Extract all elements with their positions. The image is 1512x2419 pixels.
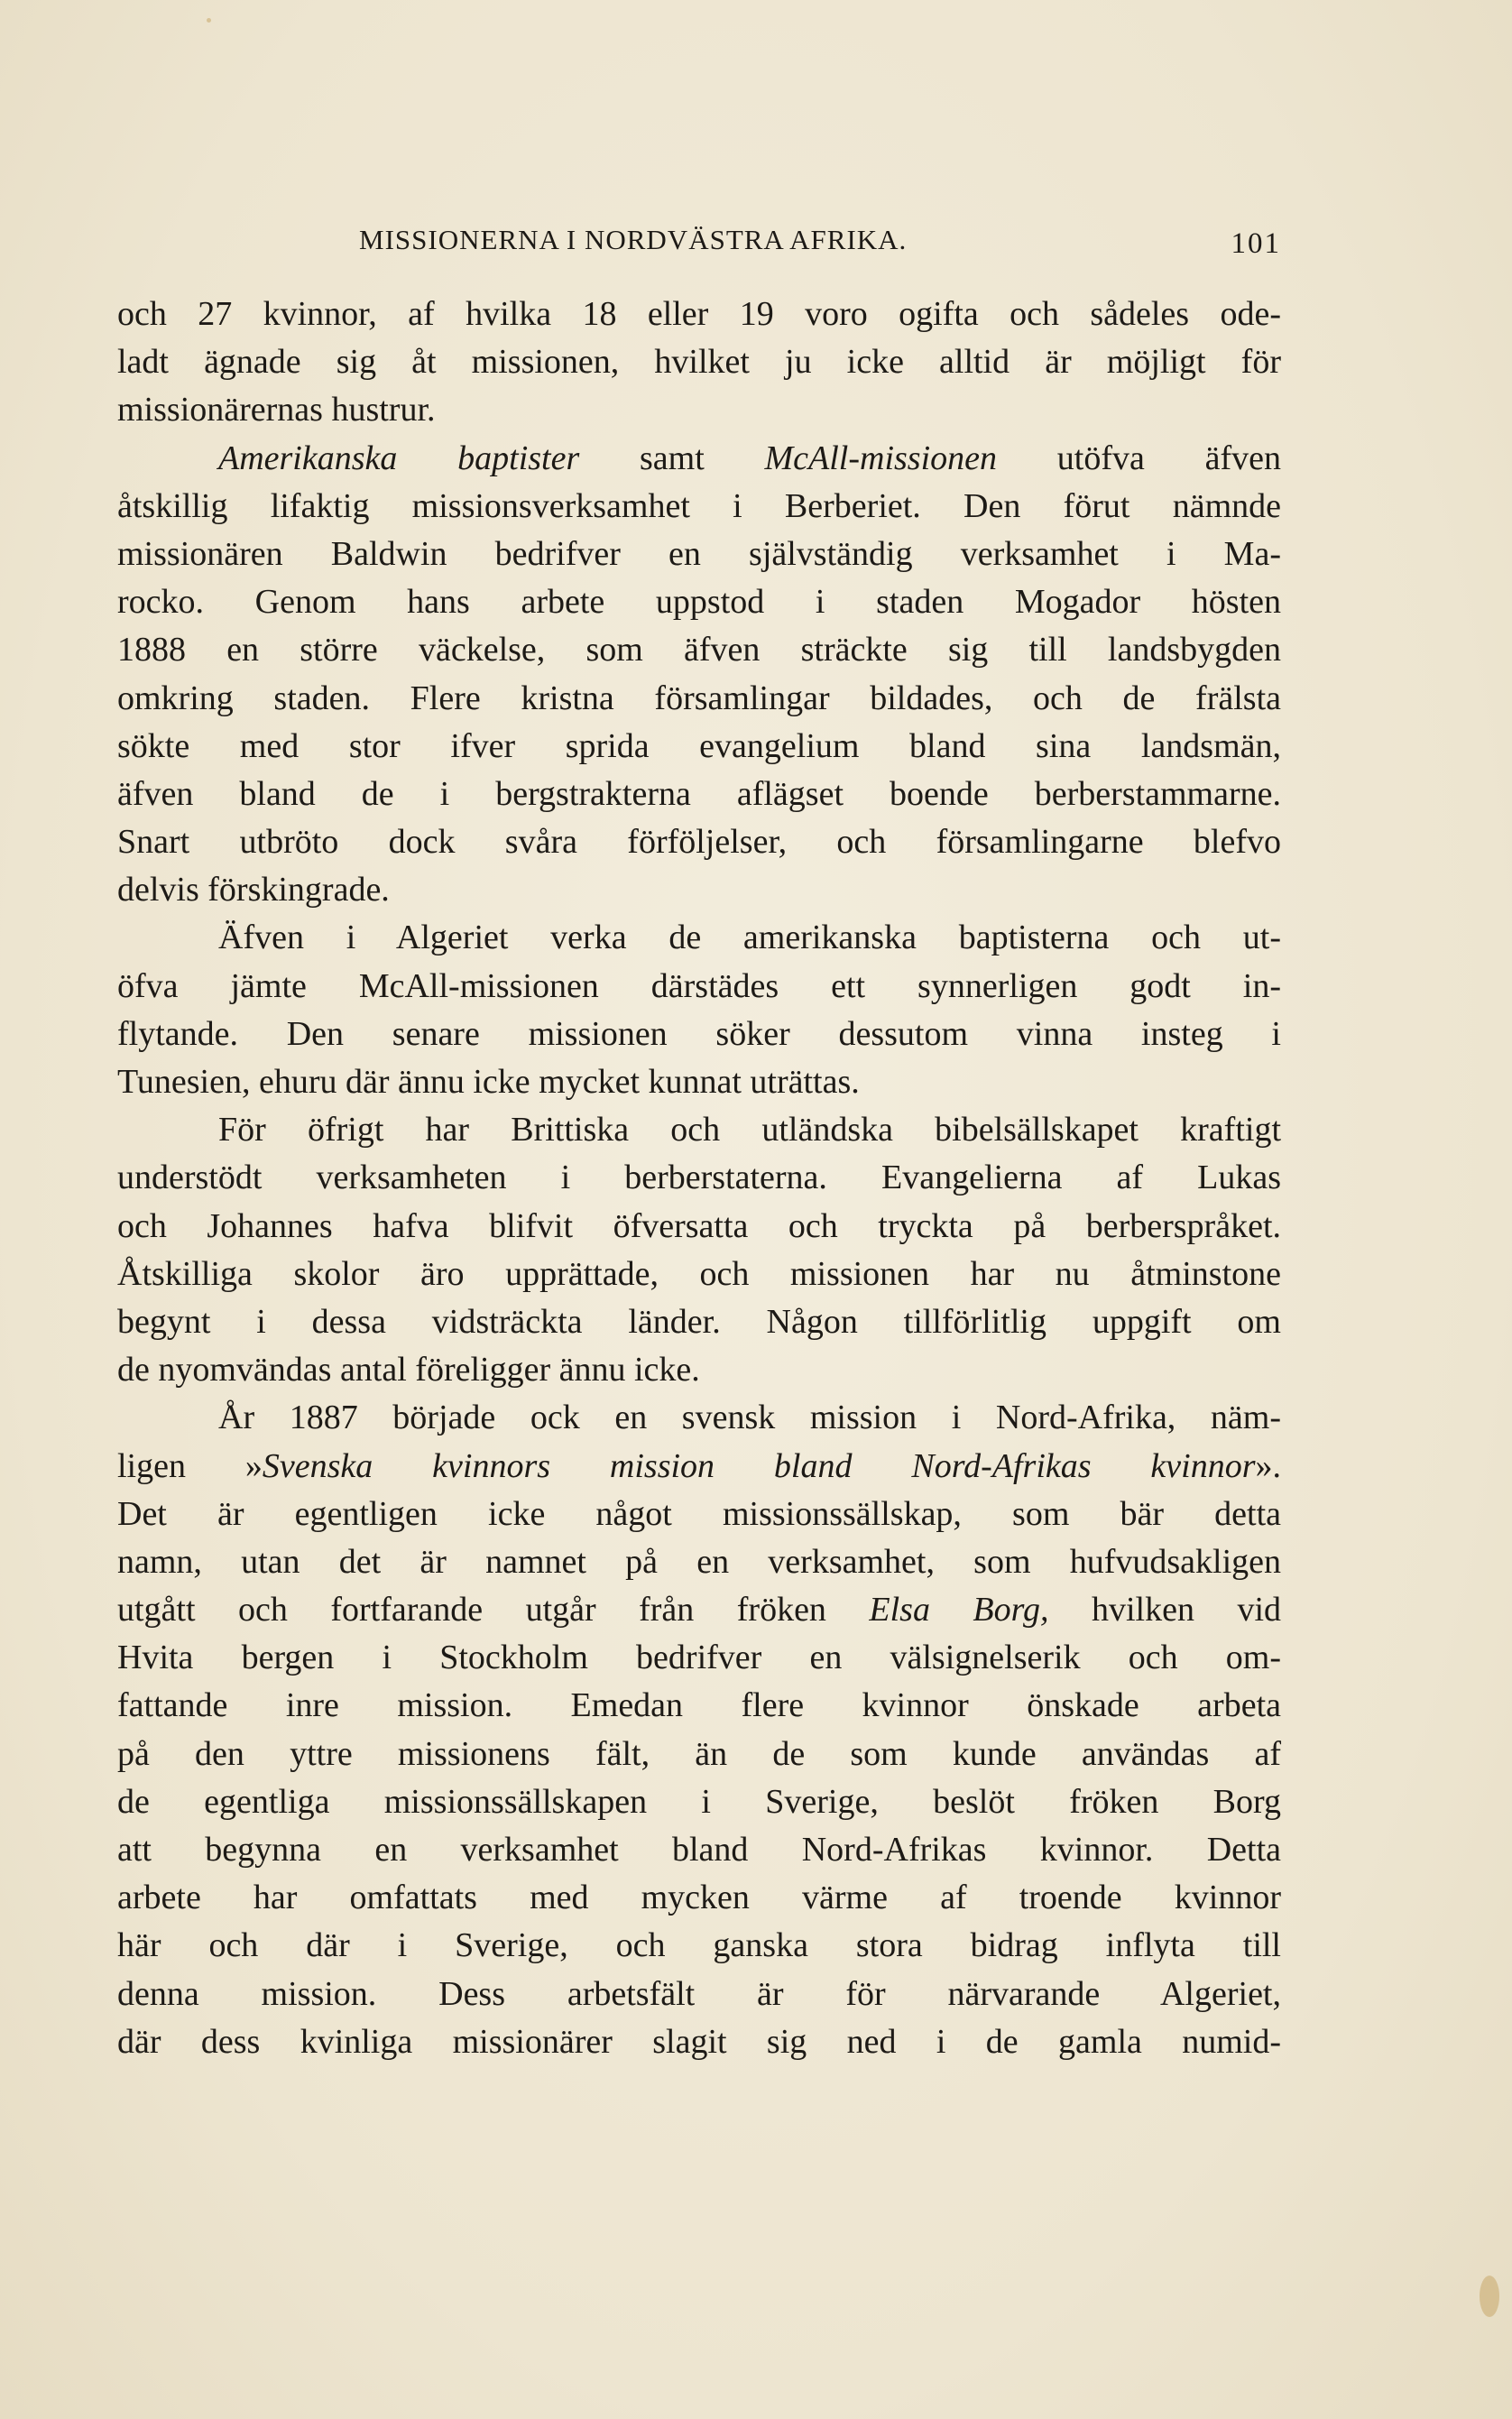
text-line: delvis förskingrade. — [117, 871, 390, 909]
text-line — [117, 1443, 1281, 1491]
italic-term: Svenska kvinnors mission bland Nord-Afrikas kvinnor — [262, 1446, 1256, 1485]
paragraph-start-line: Äfven i Algeriet verka de amerikanska baptisterna och ut- — [218, 919, 1281, 957]
text-fragment: ligen » — [117, 1446, 263, 1485]
text-fragment: ». — [1255, 1446, 1281, 1485]
text-fragment: utöfva äfven — [997, 439, 1281, 477]
text-line: Det är egentligen icke något missionssällskap, som bär detta — [117, 1494, 1281, 1533]
italic-term: Elsa Borg, — [869, 1591, 1049, 1630]
text-line: missionärernas hustrur. — [117, 391, 436, 429]
text-line: här och där i Sverige, och ganska stora bidrag inflyta till — [117, 1926, 1281, 1965]
page-number: 101 — [1231, 227, 1281, 260]
text-line: Tunesien, ehuru där ännu icke mycket kunnat uträttas. — [117, 1063, 860, 1101]
text-fragment: utgått och fortfarande utgår från fröken — [117, 1591, 870, 1630]
text-line: och 27 kvinnor, af hvilka 18 eller 19 voro ogifta och sådeles ode- — [117, 295, 1281, 333]
text-line: namn, utan det är namnet på en verksamhet, som hufvudsakligen — [117, 1542, 1281, 1581]
text-line: missionären Baldwin bedrifver en självständig verksamhet i Ma- — [117, 534, 1281, 573]
text-line: åtskillig lifaktig missionsverksamhet i Berberiet. Den förut nämnde — [117, 486, 1281, 525]
paragraph-start-line: År 1887 började ock en svensk mission i Nord-Afrika, näm- — [218, 1399, 1281, 1437]
text-line — [117, 1586, 1281, 1634]
text-fragment: samt — [579, 439, 765, 477]
text-line: på den yttre missionens fält, än de som kunde användas af — [117, 1734, 1281, 1773]
paragraph-start-line — [117, 435, 1281, 483]
text-line: fattande inre mission. Emedan flere kvinnor önskade arbeta — [117, 1686, 1281, 1725]
text-line: och Johannes hafva blifvit öfversatta och tryckta på berberspråket. — [117, 1206, 1281, 1245]
text-line: arbete har omfattats med mycken värme af troende kvinnor — [117, 1879, 1281, 1917]
text-line: flytande. Den senare missionen söker dessutom vinna insteg i — [117, 1014, 1281, 1053]
text-line: de nyomvändas antal föreligger ännu icke. — [117, 1351, 700, 1390]
text-line: Snart utbröto dock svåra förföljelser, och församlingarne blefvo — [117, 823, 1281, 862]
text-line: Hvita bergen i Stockholm bedrifver en välsignelserik och om- — [117, 1639, 1281, 1677]
text-line: äfven bland de i bergstrakterna aflägset boende berberstammarne. — [117, 774, 1281, 813]
italic-term: Amerikanska baptister — [218, 439, 580, 477]
text-fragment: hvilken vid — [1048, 1591, 1282, 1630]
header-title: MISSIONERNA I NORDVÄSTRA AFRIKA. — [359, 224, 908, 255]
paragraph-start-line: För öfrigt har Brittiska och utländska bibelsällskapet kraftigt — [218, 1111, 1281, 1149]
text-line: 1888 en större väckelse, som äfven sträckte sig till landsbygden — [117, 631, 1281, 669]
text-line: att begynna en verksamhet bland Nord-Afrikas kvinnor. Detta — [117, 1831, 1281, 1869]
text-line: de egentliga missionssällskapen i Sverige, beslöt fröken Borg — [117, 1782, 1281, 1821]
text-line: ladt ägnade sig åt missionen, hvilket ju icke alltid är möjligt för — [117, 343, 1281, 382]
text-line: denna mission. Dess arbetsfält är för närvarande Algeriet, — [117, 1974, 1281, 2013]
paper-stain — [1480, 2276, 1499, 2317]
text-line: understödt verksamheten i berberstaterna. Evangelierna af Lukas — [117, 1159, 1281, 1197]
text-line: Åtskilliga skolor äro upprättade, och missionen har nu åtminstone — [117, 1254, 1281, 1293]
text-line: sökte med stor ifver sprida evangelium bland sina landsmän, — [117, 726, 1281, 765]
paper-speck — [207, 18, 211, 23]
text-line: rocko. Genom hans arbete uppstod i staden Mogador hösten — [117, 583, 1281, 622]
italic-term: McAll-missionen — [764, 439, 998, 477]
body-text — [117, 291, 1281, 2066]
text-line: begynt i dessa vidsträckta länder. Någon tillförlitlig uppgift om — [117, 1302, 1281, 1341]
text-line: öfva jämte McAll-missionen därstädes ett synnerligen godt in- — [117, 966, 1281, 1005]
text-line: omkring staden. Flere kristna församlingar bildades, och de frälsta — [117, 679, 1281, 717]
running-header — [117, 224, 1281, 269]
text-line: där dess kvinliga missionärer slagit sig ned i de gamla numid- — [117, 2022, 1281, 2061]
